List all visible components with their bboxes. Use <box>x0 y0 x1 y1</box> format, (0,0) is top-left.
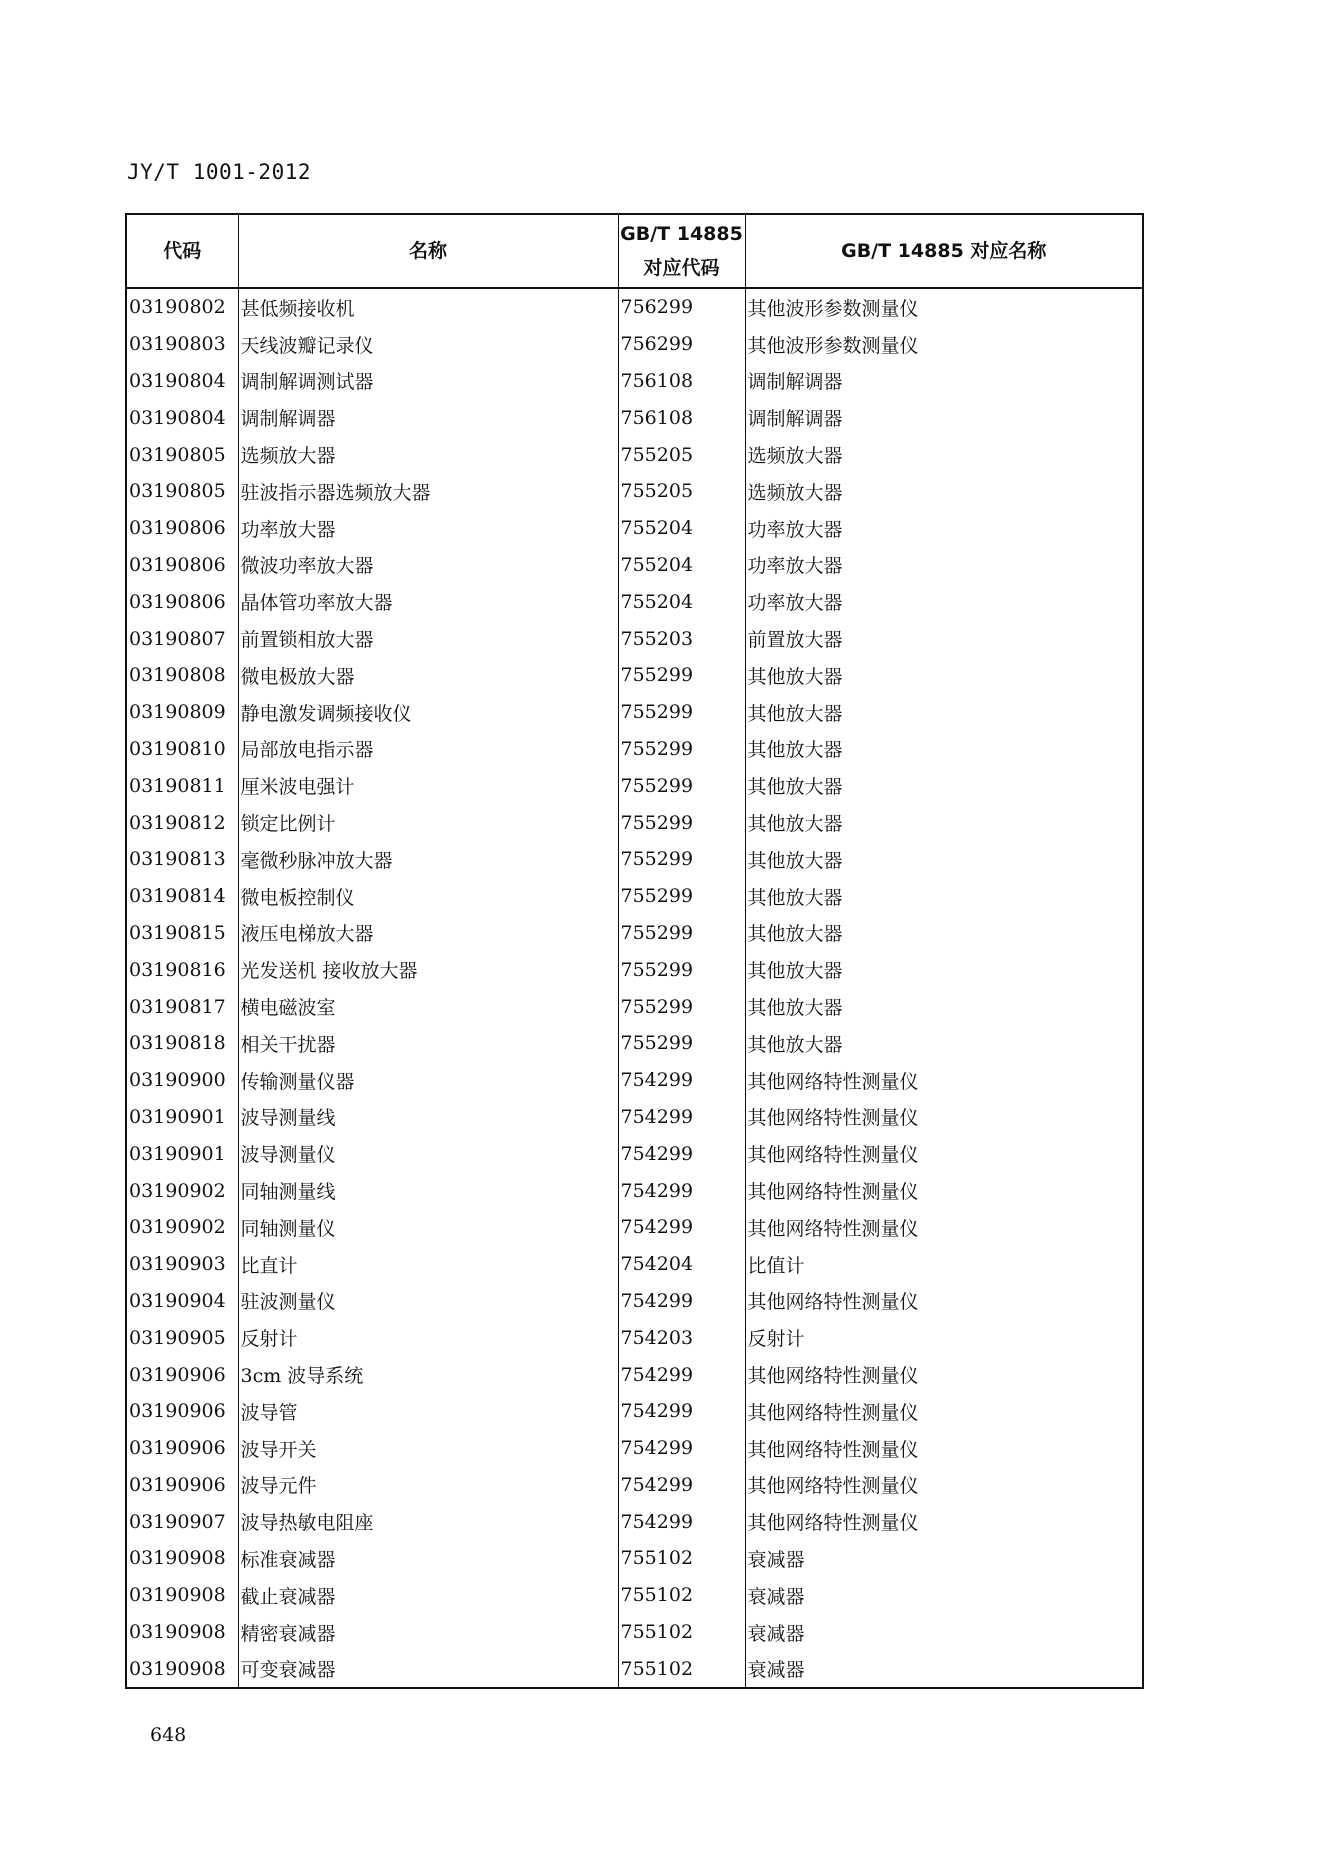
table-row <box>126 951 1143 988</box>
cell-gb-code: 756299 <box>618 288 745 326</box>
cell-name: 调制解调器 <box>238 399 618 436</box>
cell-code: 03190816 <box>126 951 238 988</box>
cell-name: 天线波瓣记录仪 <box>238 326 618 363</box>
table-row <box>126 288 1143 326</box>
cell-name: 同轴测量线 <box>238 1172 618 1209</box>
table-row <box>126 1099 1143 1136</box>
cell-name: 传输测量仪器 <box>238 1062 618 1099</box>
table-row <box>126 399 1143 436</box>
cell-name: 波导管 <box>238 1393 618 1430</box>
cell-gb-name: 选频放大器 <box>745 473 1143 510</box>
table-row <box>126 1467 1143 1504</box>
column-header-code: 代码 <box>126 214 238 288</box>
table-header-row <box>126 214 1143 288</box>
column-header-gb-code <box>618 214 745 288</box>
cell-code: 03190802 <box>126 288 238 326</box>
table-row <box>126 363 1143 400</box>
cell-name: 微电极放大器 <box>238 657 618 694</box>
cell-code: 03190908 <box>126 1540 238 1577</box>
cell-gb-code: 754299 <box>618 1099 745 1136</box>
cell-name: 光发送机 接收放大器 <box>238 951 618 988</box>
cell-name: 截止衰减器 <box>238 1577 618 1614</box>
cell-code: 03190908 <box>126 1650 238 1688</box>
cell-code: 03190818 <box>126 1025 238 1062</box>
cell-name: 调制解调测试器 <box>238 363 618 400</box>
cell-gb-code: 754299 <box>618 1172 745 1209</box>
cell-name: 波导热敏电阻座 <box>238 1503 618 1540</box>
cell-name: 波导测量仪 <box>238 1135 618 1172</box>
table-row <box>126 731 1143 768</box>
table-row <box>126 547 1143 584</box>
cell-code: 03190807 <box>126 620 238 657</box>
cell-gb-code: 755299 <box>618 878 745 915</box>
cell-code: 03190908 <box>126 1614 238 1651</box>
cell-gb-code: 755299 <box>618 1025 745 1062</box>
cell-name: 锁定比例计 <box>238 804 618 841</box>
cell-gb-name: 衰减器 <box>745 1650 1143 1688</box>
cell-gb-name: 其他网络特性测量仪 <box>745 1393 1143 1430</box>
cell-name: 相关干扰器 <box>238 1025 618 1062</box>
cell-gb-name: 其他网络特性测量仪 <box>745 1503 1143 1540</box>
cell-name: 可变衰减器 <box>238 1650 618 1688</box>
cell-gb-name: 其他网络特性测量仪 <box>745 1356 1143 1393</box>
cell-code: 03190902 <box>126 1172 238 1209</box>
cell-gb-name: 其他波形参数测量仪 <box>745 288 1143 326</box>
cell-gb-name: 其他放大器 <box>745 951 1143 988</box>
cell-gb-name: 其他网络特性测量仪 <box>745 1209 1143 1246</box>
table-row <box>126 1135 1143 1172</box>
cell-code: 03190806 <box>126 583 238 620</box>
cell-gb-code: 755205 <box>618 473 745 510</box>
cell-code: 03190815 <box>126 915 238 952</box>
cell-gb-name: 其他网络特性测量仪 <box>745 1283 1143 1320</box>
cell-name: 同轴测量仪 <box>238 1209 618 1246</box>
cell-name: 晶体管功率放大器 <box>238 583 618 620</box>
table-row <box>126 1025 1143 1062</box>
cell-gb-name: 其他放大器 <box>745 915 1143 952</box>
table-row <box>126 767 1143 804</box>
cell-gb-code: 754299 <box>618 1356 745 1393</box>
cell-code: 03190905 <box>126 1319 238 1356</box>
cell-gb-code: 755299 <box>618 694 745 731</box>
document-header: JY/T 1001-2012 <box>127 160 312 184</box>
cell-gb-name: 衰减器 <box>745 1577 1143 1614</box>
table-row <box>126 473 1143 510</box>
cell-gb-code: 755299 <box>618 767 745 804</box>
cell-gb-name: 其他放大器 <box>745 1025 1143 1062</box>
cell-gb-code: 755102 <box>618 1540 745 1577</box>
cell-code: 03190803 <box>126 326 238 363</box>
table-row <box>126 878 1143 915</box>
table-row <box>126 1430 1143 1467</box>
cell-name: 微波功率放大器 <box>238 547 618 584</box>
cell-code: 03190804 <box>126 399 238 436</box>
code-table <box>125 213 1144 1689</box>
table-row <box>126 1356 1143 1393</box>
cell-name: 精密衰减器 <box>238 1614 618 1651</box>
table-row <box>126 1319 1143 1356</box>
cell-gb-name: 其他网络特性测量仪 <box>745 1467 1143 1504</box>
cell-gb-name: 功率放大器 <box>745 510 1143 547</box>
cell-name: 甚低频接收机 <box>238 288 618 326</box>
cell-gb-name: 其他放大器 <box>745 767 1143 804</box>
cell-gb-code: 754299 <box>618 1393 745 1430</box>
cell-name: 横电磁波室 <box>238 988 618 1025</box>
cell-gb-name: 其他放大器 <box>745 731 1143 768</box>
cell-name: 反射计 <box>238 1319 618 1356</box>
cell-code: 03190808 <box>126 657 238 694</box>
cell-code: 03190901 <box>126 1099 238 1136</box>
cell-gb-name: 其他网络特性测量仪 <box>745 1430 1143 1467</box>
cell-gb-name: 其他波形参数测量仪 <box>745 326 1143 363</box>
cell-name: 静电激发调频接收仪 <box>238 694 618 731</box>
cell-code: 03190906 <box>126 1393 238 1430</box>
cell-name: 驻波指示器选频放大器 <box>238 473 618 510</box>
table-row <box>126 1614 1143 1651</box>
column-header-name: 名称 <box>238 214 618 288</box>
cell-name: 波导测量线 <box>238 1099 618 1136</box>
table-row <box>126 915 1143 952</box>
cell-gb-name: 选频放大器 <box>745 436 1143 473</box>
cell-gb-name: 其他放大器 <box>745 878 1143 915</box>
cell-gb-name: 功率放大器 <box>745 583 1143 620</box>
cell-gb-name: 调制解调器 <box>745 363 1143 400</box>
table-row <box>126 1209 1143 1246</box>
cell-gb-code: 755299 <box>618 804 745 841</box>
cell-gb-code: 754299 <box>618 1430 745 1467</box>
cell-gb-code: 755102 <box>618 1577 745 1614</box>
cell-code: 03190805 <box>126 436 238 473</box>
cell-gb-code: 755204 <box>618 547 745 584</box>
cell-gb-code: 754299 <box>618 1209 745 1246</box>
cell-code: 03190806 <box>126 547 238 584</box>
cell-code: 03190902 <box>126 1209 238 1246</box>
cell-gb-name: 调制解调器 <box>745 399 1143 436</box>
cell-code: 03190812 <box>126 804 238 841</box>
cell-code: 03190901 <box>126 1135 238 1172</box>
cell-name: 功率放大器 <box>238 510 618 547</box>
cell-gb-code: 754299 <box>618 1135 745 1172</box>
cell-name: 液压电梯放大器 <box>238 915 618 952</box>
cell-code: 03190804 <box>126 363 238 400</box>
cell-gb-code: 756299 <box>618 326 745 363</box>
cell-gb-name: 其他网络特性测量仪 <box>745 1135 1143 1172</box>
cell-gb-code: 754299 <box>618 1467 745 1504</box>
cell-name: 标准衰减器 <box>238 1540 618 1577</box>
cell-gb-name: 其他网络特性测量仪 <box>745 1099 1143 1136</box>
cell-gb-code: 755299 <box>618 731 745 768</box>
cell-gb-code: 755204 <box>618 510 745 547</box>
cell-name: 比直计 <box>238 1246 618 1283</box>
cell-gb-name: 比值计 <box>745 1246 1143 1283</box>
cell-gb-name: 反射计 <box>745 1319 1143 1356</box>
table-row <box>126 988 1143 1025</box>
cell-code: 03190813 <box>126 841 238 878</box>
cell-gb-name: 衰减器 <box>745 1614 1143 1651</box>
table-row <box>126 657 1143 694</box>
cell-gb-name: 其他放大器 <box>745 657 1143 694</box>
table-row <box>126 694 1143 731</box>
cell-gb-code: 755102 <box>618 1614 745 1651</box>
cell-code: 03190900 <box>126 1062 238 1099</box>
cell-gb-code: 755299 <box>618 657 745 694</box>
cell-gb-code: 754299 <box>618 1283 745 1320</box>
cell-code: 03190810 <box>126 731 238 768</box>
cell-gb-code: 755203 <box>618 620 745 657</box>
cell-name: 微电板控制仪 <box>238 878 618 915</box>
cell-code: 03190814 <box>126 878 238 915</box>
cell-gb-code: 754299 <box>618 1503 745 1540</box>
cell-gb-name: 其他放大器 <box>745 841 1143 878</box>
cell-gb-name: 其他网络特性测量仪 <box>745 1062 1143 1099</box>
cell-gb-code: 755299 <box>618 841 745 878</box>
cell-name: 毫微秒脉冲放大器 <box>238 841 618 878</box>
cell-gb-code: 755299 <box>618 951 745 988</box>
column-header-gb-name: GB/T 14885 对应名称 <box>745 214 1143 288</box>
cell-gb-code: 754299 <box>618 1062 745 1099</box>
cell-gb-code: 756108 <box>618 363 745 400</box>
cell-gb-name: 其他放大器 <box>745 694 1143 731</box>
cell-name: 3cm 波导系统 <box>238 1356 618 1393</box>
cell-name: 局部放电指示器 <box>238 731 618 768</box>
table-row <box>126 583 1143 620</box>
table-row <box>126 1577 1143 1614</box>
table-row <box>126 841 1143 878</box>
table-row <box>126 620 1143 657</box>
table-row <box>126 510 1143 547</box>
cell-gb-code: 755102 <box>618 1650 745 1688</box>
cell-gb-code: 755205 <box>618 436 745 473</box>
table-row <box>126 804 1143 841</box>
cell-code: 03190908 <box>126 1577 238 1614</box>
cell-name: 厘米波电强计 <box>238 767 618 804</box>
cell-code: 03190809 <box>126 694 238 731</box>
column-header-gb-code-line2: 对应代码 <box>643 257 720 279</box>
table-row <box>126 436 1143 473</box>
table-row <box>126 1540 1143 1577</box>
cell-code: 03190906 <box>126 1467 238 1504</box>
cell-code: 03190904 <box>126 1283 238 1320</box>
cell-code: 03190811 <box>126 767 238 804</box>
cell-code: 03190903 <box>126 1246 238 1283</box>
cell-gb-name: 功率放大器 <box>745 547 1143 584</box>
table-row <box>126 1246 1143 1283</box>
table-row <box>126 1503 1143 1540</box>
table-row <box>126 1062 1143 1099</box>
table-row <box>126 326 1143 363</box>
cell-name: 选频放大器 <box>238 436 618 473</box>
cell-gb-code: 754204 <box>618 1246 745 1283</box>
cell-gb-code: 755299 <box>618 988 745 1025</box>
cell-gb-name: 衰减器 <box>745 1540 1143 1577</box>
table-body <box>126 288 1143 1688</box>
table-row <box>126 1650 1143 1688</box>
page-number: 648 <box>150 1724 187 1746</box>
cell-name: 波导开关 <box>238 1430 618 1467</box>
cell-gb-code: 756108 <box>618 399 745 436</box>
cell-gb-name: 其他放大器 <box>745 804 1143 841</box>
cell-gb-code: 755299 <box>618 915 745 952</box>
cell-gb-code: 754203 <box>618 1319 745 1356</box>
cell-name: 前置锁相放大器 <box>238 620 618 657</box>
cell-gb-name: 前置放大器 <box>745 620 1143 657</box>
cell-code: 03190906 <box>126 1356 238 1393</box>
cell-gb-name: 其他网络特性测量仪 <box>745 1172 1143 1209</box>
cell-code: 03190806 <box>126 510 238 547</box>
cell-name: 波导元件 <box>238 1467 618 1504</box>
cell-code: 03190906 <box>126 1430 238 1467</box>
cell-code: 03190817 <box>126 988 238 1025</box>
cell-name: 驻波测量仪 <box>238 1283 618 1320</box>
cell-code: 03190805 <box>126 473 238 510</box>
table-row <box>126 1283 1143 1320</box>
table-row <box>126 1172 1143 1209</box>
cell-gb-code: 755204 <box>618 583 745 620</box>
column-header-gb-code-line1: GB/T 14885 <box>620 223 743 245</box>
cell-code: 03190907 <box>126 1503 238 1540</box>
cell-gb-name: 其他放大器 <box>745 988 1143 1025</box>
table-row <box>126 1393 1143 1430</box>
